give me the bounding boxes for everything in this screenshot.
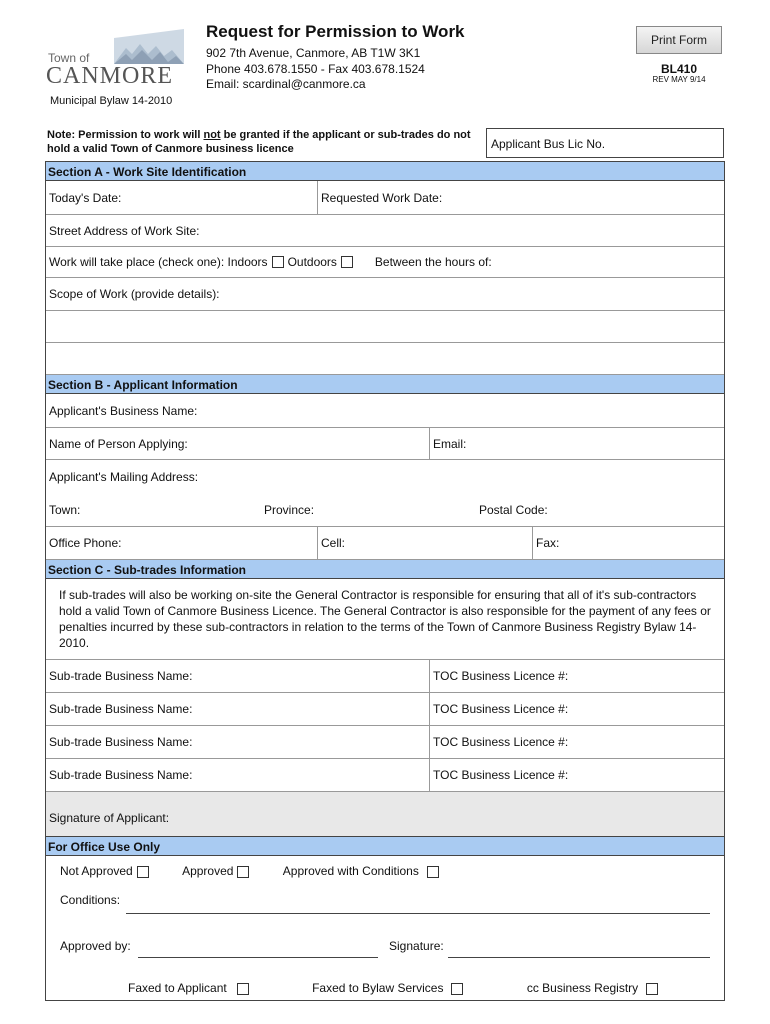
revision-date: REV MAY 9/14 — [652, 75, 706, 84]
requested-date-field[interactable]: Requested Work Date: — [321, 190, 443, 205]
contact-block — [206, 46, 425, 93]
section-c-heading: Section C - Sub-trades Information — [46, 560, 724, 579]
fax-field[interactable]: Fax: — [536, 536, 560, 550]
bylaw-text: Municipal Bylaw 14-2010 — [50, 95, 173, 107]
street-address-field[interactable]: Street Address of Work Site: — [49, 223, 200, 238]
email: Email: scardinal@canmore.ca — [206, 77, 366, 91]
signature-label: Signature: — [389, 939, 444, 953]
scope-label: Scope of Work (provide details): — [49, 287, 220, 301]
approved-by-label: Approved by: — [60, 939, 131, 953]
canmore-logo — [44, 26, 194, 88]
todays-date-field[interactable]: Today's Date: — [46, 181, 318, 214]
permission-form — [45, 161, 725, 845]
subtrade-name-field[interactable]: Sub-trade Business Name: — [46, 726, 430, 758]
office-heading: For Office Use Only — [46, 837, 724, 856]
hours-field[interactable]: Between the hours of: — [374, 255, 492, 269]
work-location-row: Work will take place (check one): Indoors Outdoors Between the hours of: — [49, 255, 492, 269]
conditions-label: Conditions: — [60, 893, 121, 907]
address: 902 7th Avenue, Canmore, AB T1W 3K1 — [206, 46, 421, 60]
business-name-field[interactable]: Applicant's Business Name: — [49, 403, 198, 418]
cc-registry-checkbox[interactable] — [646, 983, 658, 995]
not-approved-checkbox[interactable] — [137, 866, 149, 878]
subtrade-paragraph: If sub-trades will also be working on-site the General Contractor is responsible for ensuring that all of it's sub-contractors hold a valid Town of Canmore Business Licence. The General Contractor is also responsible for the payment of any fees or penalties incurred by these sub-contractors in relation to the terms of the Town of Canmore Business Registry Bylaw 14-2010. — [46, 579, 724, 660]
subtrade-name-field[interactable]: Sub-trade Business Name: — [46, 759, 430, 791]
toc-licence-field[interactable]: TOC Business Licence #: — [433, 735, 569, 749]
signature-field[interactable]: Signature of Applicant: — [46, 792, 724, 844]
svg-text:Town of: Town of — [48, 51, 90, 65]
indoors-checkbox[interactable] — [272, 256, 284, 268]
toc-licence-field[interactable]: TOC Business Licence #: — [433, 702, 569, 716]
province-field[interactable]: Province: — [264, 502, 315, 517]
postal-code-field[interactable]: Postal Code: — [479, 502, 548, 517]
toc-licence-field[interactable]: TOC Business Licence #: — [433, 768, 569, 782]
scope-line-1[interactable] — [46, 311, 724, 342]
scope-line-2[interactable] — [46, 343, 724, 374]
person-applying-field[interactable]: Name of Person Applying: — [46, 428, 430, 459]
distribution-row: Faxed to Applicant Faxed to Bylaw Services cc Business Registry — [128, 981, 662, 995]
section-a-heading: Section A - Work Site Identification — [46, 162, 724, 181]
approval-row: Not Approved Approved Approved with Conditions — [60, 864, 443, 878]
office-use-box — [45, 836, 725, 1001]
office-phone-field[interactable]: Office Phone: — [46, 527, 318, 559]
town-field[interactable]: Town: — [49, 502, 81, 517]
conditions-line[interactable] — [126, 913, 710, 914]
licence-note: Note: Permission to work will not be granted if the applicant or sub-trades do not hold a valid Town of Canmore business licence — [47, 129, 471, 155]
section-b-heading: Section B - Applicant Information — [46, 375, 724, 394]
faxed-applicant-checkbox[interactable] — [237, 983, 249, 995]
outdoors-checkbox[interactable] — [341, 256, 353, 268]
faxed-bylaw-checkbox[interactable] — [451, 983, 463, 995]
toc-licence-field[interactable]: TOC Business Licence #: — [433, 669, 569, 683]
office-signature-line[interactable] — [448, 957, 710, 958]
email-field[interactable]: Email: — [433, 436, 467, 451]
approved-conditions-checkbox[interactable] — [427, 866, 439, 878]
applicant-bus-lic-field[interactable]: Applicant Bus Lic No. — [486, 128, 724, 158]
form-number: BL410 — [660, 62, 698, 76]
phone-fax: Phone 403.678.1550 - Fax 403.678.1524 — [206, 61, 425, 76]
print-form-button[interactable]: Print Form — [636, 26, 722, 54]
approved-by-line[interactable] — [138, 957, 378, 958]
cell-field[interactable]: Cell: — [318, 527, 533, 559]
subtrade-name-field[interactable]: Sub-trade Business Name: — [46, 660, 430, 692]
subtrade-name-field[interactable]: Sub-trade Business Name: — [46, 693, 430, 725]
mailing-address-field[interactable]: Applicant's Mailing Address: — [49, 469, 199, 484]
form-title: Request for Permission to Work — [206, 22, 465, 41]
approved-checkbox[interactable] — [237, 866, 249, 878]
svg-text:CANMORE: CANMORE — [46, 63, 174, 88]
